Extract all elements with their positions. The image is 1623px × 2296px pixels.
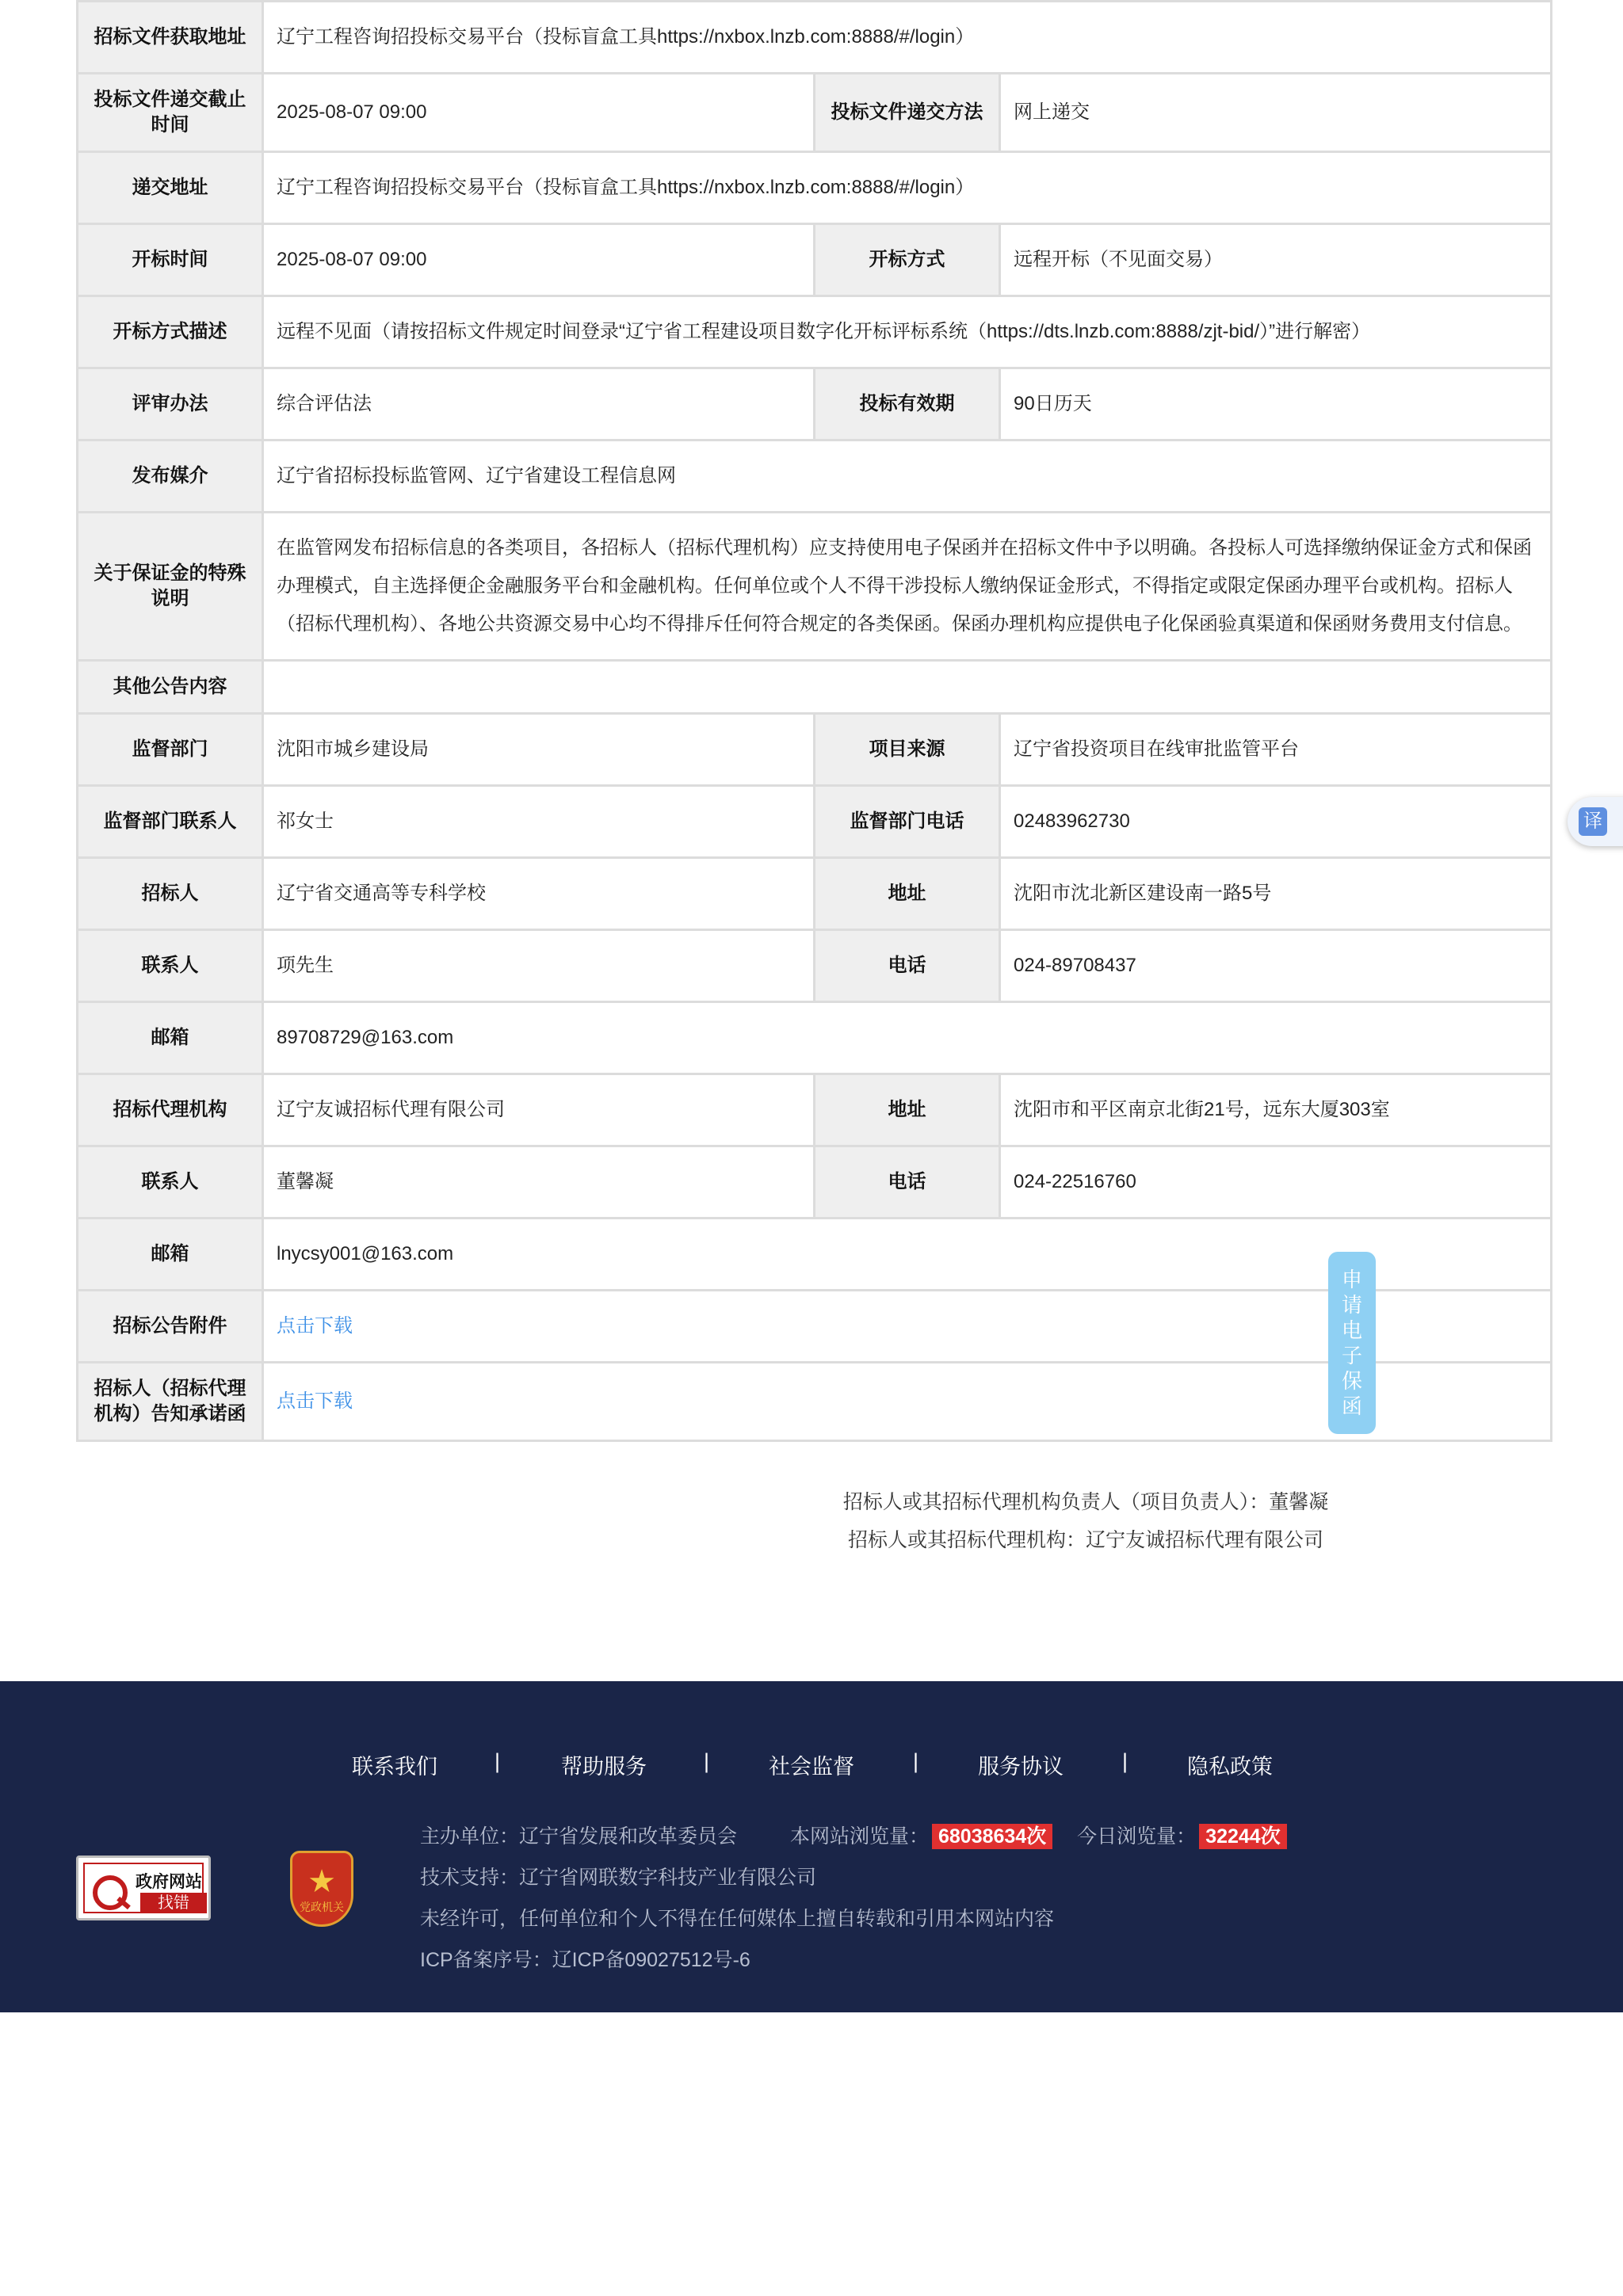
row-value: 辽宁省投资项目在线审批监管平台: [1000, 714, 1552, 786]
footer-link-contact[interactable]: 联系我们: [352, 1755, 437, 1779]
table-row: [78, 930, 1552, 1002]
row-label: 项目来源: [815, 714, 1000, 786]
row-label: 投标有效期: [815, 368, 1000, 441]
table-row: [78, 513, 1552, 661]
row-label: 联系人: [78, 1146, 263, 1219]
row-label: 电话: [815, 1146, 1000, 1219]
footer-separator: |: [913, 1749, 919, 1773]
row-value: [263, 661, 1552, 714]
row-value: 沈阳市沈北新区建设南一路5号: [1000, 858, 1552, 930]
row-value: lnycsy001@163.com: [263, 1219, 1552, 1291]
footer-separator: |: [704, 1749, 710, 1773]
row-value: 综合评估法: [263, 368, 815, 441]
site-footer: [0, 1681, 1623, 2012]
row-label: 递交地址: [78, 152, 263, 224]
row-value: 024-22516760: [1000, 1146, 1552, 1219]
row-value: 项先生: [263, 930, 815, 1002]
row-label: 其他公告内容: [78, 661, 263, 714]
row-label: 联系人: [78, 930, 263, 1002]
row-label: 招标人: [78, 858, 263, 930]
row-label: 招标代理机构: [78, 1074, 263, 1146]
table-row: [78, 441, 1552, 513]
row-label: 监督部门电话: [815, 786, 1000, 858]
apply-e-guarantee-button[interactable]: 申 请 电 子 保 函: [1328, 1252, 1376, 1434]
row-label: 关于保证金的特殊说明: [78, 513, 263, 661]
row-value: 远程开标（不见面交易）: [1000, 224, 1552, 296]
translate-button[interactable]: [1568, 797, 1623, 846]
row-value: 沈阳市和平区南京北街21号，远东大厦303室: [1000, 1074, 1552, 1146]
row-label: 邮箱: [78, 1219, 263, 1291]
footer-link-agreement[interactable]: 服务协议: [978, 1755, 1064, 1779]
row-value: 远程不见面（请按招标文件规定时间登录“辽宁省工程建设项目数字化开标评标系统（https://dts.lnzb.com:8888/zjt-bid/）”进行解密）: [263, 296, 1552, 368]
row-value: 2025-08-07 09:00: [263, 224, 815, 296]
row-label: 评审办法: [78, 368, 263, 441]
signature-agency: 招标人或其招标代理机构：辽宁友诚招标代理有限公司: [847, 1529, 1323, 1551]
footer-link-supervision[interactable]: 社会监督: [769, 1755, 854, 1779]
download-link[interactable]: 点击下载: [277, 1390, 353, 1412]
row-value: 2025-08-07 09:00: [263, 74, 815, 152]
signature-responsible-person: 招标人或其招标代理机构负责人（项目负责人）：董馨凝: [842, 1491, 1329, 1513]
row-value: 90日历天: [1000, 368, 1552, 441]
row-label: 开标时间: [78, 224, 263, 296]
table-row: [78, 74, 1552, 152]
row-value: 辽宁友诚招标代理有限公司: [263, 1074, 815, 1146]
row-label: 发布媒介: [78, 441, 263, 513]
row-label: 招标公告附件: [78, 1291, 263, 1363]
footer-link-help[interactable]: 帮助服务: [561, 1755, 647, 1779]
table-row: [78, 224, 1552, 296]
row-value: 沈阳市城乡建设局: [263, 714, 815, 786]
row-value: 辽宁省交通高等专科学校: [263, 858, 815, 930]
row-value: 网上递交: [1000, 74, 1552, 152]
table-row: [78, 786, 1552, 858]
row-value: 辽宁工程咨询招投标交易平台（投标盲盒工具https://nxbox.lnzb.com:8888/#/login）: [263, 2, 1552, 74]
today-visits-counter: 32244次: [1199, 1824, 1287, 1849]
row-label: 邮箱: [78, 1002, 263, 1074]
party-government-logo[interactable]: ★ 党政机关: [290, 1851, 353, 1927]
table-row: [78, 2, 1552, 74]
footer-separator: |: [1122, 1749, 1128, 1773]
table-row: [78, 1002, 1552, 1074]
table-row: [78, 661, 1552, 714]
download-link[interactable]: 点击下载: [277, 1315, 353, 1337]
table-row: [78, 152, 1552, 224]
row-label: 开标方式: [815, 224, 1000, 296]
emblem-icon: ★: [307, 1864, 336, 1899]
footer-tech-support: 技术支持：辽宁省网联数字科技产业有限公司: [420, 1867, 817, 1889]
translate-icon: 译: [1579, 807, 1607, 836]
footer-icp: ICP备案序号：辽ICP备09027512号-6: [420, 1949, 750, 1971]
row-label: 地址: [815, 1074, 1000, 1146]
row-label: 地址: [815, 858, 1000, 930]
row-label: 监督部门: [78, 714, 263, 786]
row-value: 02483962730: [1000, 786, 1552, 858]
footer-sponsor-line: 主办单位：辽宁省发展和改革委员会 本网站浏览量： 68038634次 今日浏览量： 32244次: [420, 1821, 1287, 1849]
row-label: 开标方式描述: [78, 296, 263, 368]
row-label: 投标文件递交方法: [815, 74, 1000, 152]
table-row: [78, 714, 1552, 786]
table-row: [78, 368, 1552, 441]
row-value: 在监管网发布招标信息的各类项目，各招标人（招标代理机构）应支持使用电子保函并在招标文件中予以明确。各投标人可选择缴纳保证金方式和保函办理模式，自主选择便企金融服务平台和金融机构。任何单位或个人不得干涉投标人缴纳保证金形式，不得指定或限定保函办理平台或机构。招标人（招标代理机构）、各地公共资源交易中心均不得排斥任何符合规定的各类保函。保函办理机构应提供电子化保函验真渠道和保函财务费用支付信息。: [263, 513, 1552, 661]
footer-link-privacy[interactable]: 隐私政策: [1187, 1755, 1273, 1779]
table-row: [78, 296, 1552, 368]
tender-info-table: [76, 0, 1552, 1442]
total-visits-counter: 68038634次: [932, 1824, 1052, 1849]
row-value: 辽宁工程咨询招投标交易平台（投标盲盒工具https://nxbox.lnzb.com:8888/#/login）: [263, 152, 1552, 224]
table-row: [78, 1146, 1552, 1219]
row-label: 招标人（招标代理机构）告知承诺函: [78, 1363, 263, 1441]
gov-website-error-report-logo[interactable]: 政府网站 找错: [76, 1855, 211, 1920]
row-label: 投标文件递交截止时间: [78, 74, 263, 152]
row-label: 招标文件获取地址: [78, 2, 263, 74]
row-value: 89708729@163.com: [263, 1002, 1552, 1074]
table-row: [78, 858, 1552, 930]
footer-separator: |: [495, 1749, 501, 1773]
table-row: [78, 1074, 1552, 1146]
row-label: 电话: [815, 930, 1000, 1002]
row-value: 辽宁省招标投标监管网、辽宁省建设工程信息网: [263, 441, 1552, 513]
footer-copyright-notice: 未经许可，任何单位和个人不得在任何媒体上擅自转载和引用本网站内容: [420, 1908, 1055, 1930]
row-value: 024-89708437: [1000, 930, 1552, 1002]
row-value: 董馨凝: [263, 1146, 815, 1219]
row-value: 祁女士: [263, 786, 815, 858]
row-label: 监督部门联系人: [78, 786, 263, 858]
